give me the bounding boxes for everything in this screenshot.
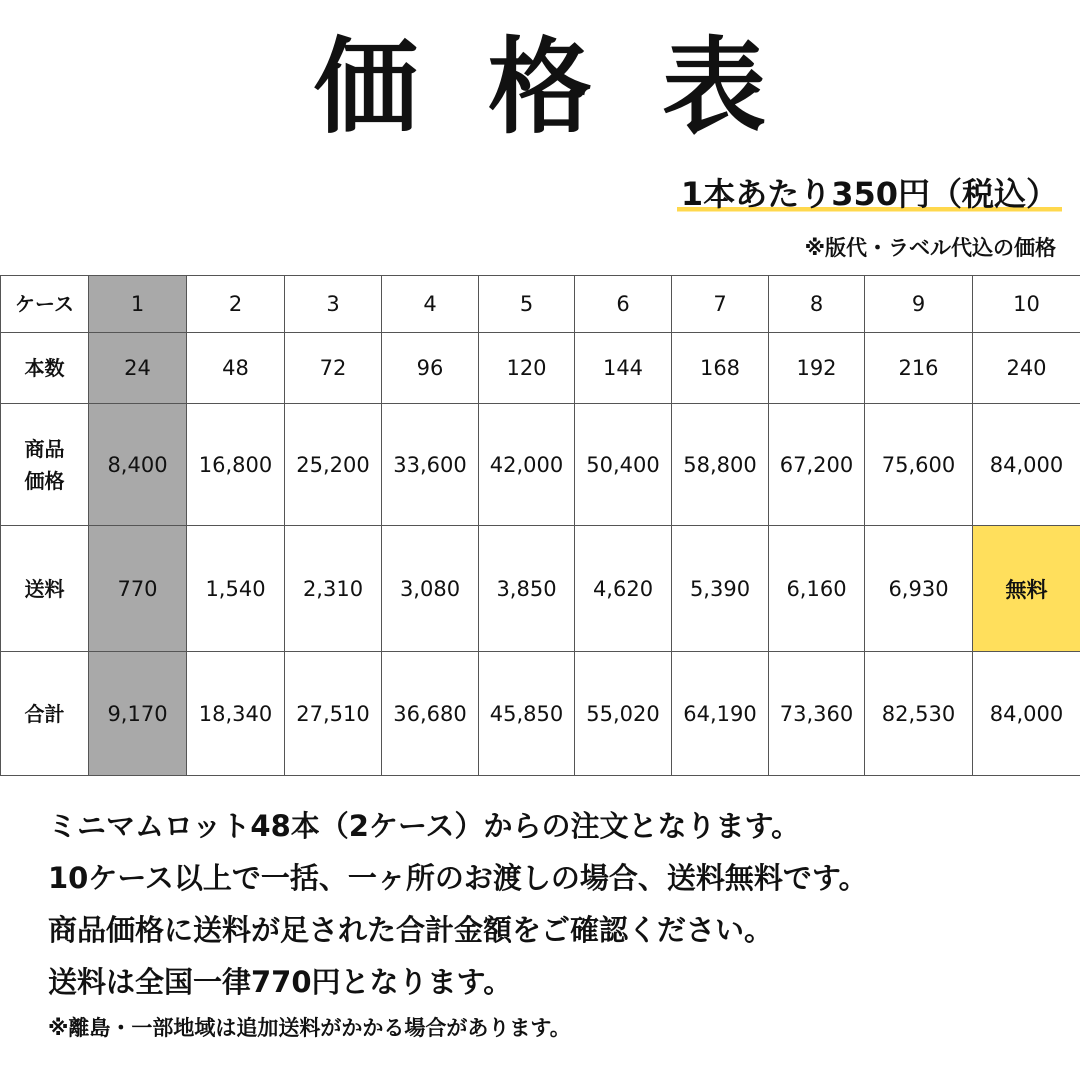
table-cell: 4 bbox=[382, 276, 479, 333]
free-shipping-cell: 無料 bbox=[973, 526, 1080, 652]
table-cell: 73,360 bbox=[769, 652, 865, 776]
table-cell: 9,170 bbox=[89, 652, 187, 776]
table-cell: 2 bbox=[187, 276, 285, 333]
table-cell: 5 bbox=[479, 276, 575, 333]
table-cell: 16,800 bbox=[187, 404, 285, 526]
table-cell: 67,200 bbox=[769, 404, 865, 526]
table-cell: 6,930 bbox=[865, 526, 973, 652]
page-title: 価格表 bbox=[313, 26, 836, 148]
table-cell: 6 bbox=[575, 276, 672, 333]
note-free-shipping: 10ケース以上で一括、一ヶ所のお渡しの場合、送料無料です。 bbox=[48, 861, 868, 895]
table-cell: 84,000 bbox=[973, 404, 1080, 526]
table-cell: 3,850 bbox=[479, 526, 575, 652]
table-cell: 120 bbox=[479, 333, 575, 404]
unit-price-text: 1本あたり350円（税込） bbox=[677, 175, 1062, 213]
table-cell: 18,340 bbox=[187, 652, 285, 776]
row-label-total: 合計 bbox=[1, 652, 89, 776]
table-row-shipping bbox=[1, 526, 1080, 652]
table-cell: 4,620 bbox=[575, 526, 672, 652]
order-notes bbox=[48, 800, 1068, 1048]
table-cell: 24 bbox=[89, 333, 187, 404]
table-cell: 50,400 bbox=[575, 404, 672, 526]
table-cell: 2,310 bbox=[285, 526, 382, 652]
note-minimum-lot: ミニマムロット48本（2ケース）からの注文となります。 bbox=[48, 809, 801, 843]
table-cell: 75,600 bbox=[865, 404, 973, 526]
table-cell: 10 bbox=[973, 276, 1080, 333]
row-label-shipping: 送料 bbox=[1, 526, 89, 652]
table-cell: 7 bbox=[672, 276, 769, 333]
table-cell: 168 bbox=[672, 333, 769, 404]
table-row-total bbox=[1, 652, 1080, 776]
table-cell: 27,510 bbox=[285, 652, 382, 776]
table-cell: 5,390 bbox=[672, 526, 769, 652]
table-row-product-price bbox=[1, 404, 1080, 526]
table-cell: 96 bbox=[382, 333, 479, 404]
table-cell: 8,400 bbox=[89, 404, 187, 526]
row-label-text: 商品価格 bbox=[24, 436, 65, 493]
table-cell: 3 bbox=[285, 276, 382, 333]
table-cell: 25,200 bbox=[285, 404, 382, 526]
table-cell: 8 bbox=[769, 276, 865, 333]
table-cell: 9 bbox=[865, 276, 973, 333]
note-total-check: 商品価格に送料が足された合計金額をご確認ください。 bbox=[48, 913, 774, 947]
table-cell: 770 bbox=[89, 526, 187, 652]
table-cell: 1 bbox=[89, 276, 187, 333]
table-cell: 45,850 bbox=[479, 652, 575, 776]
table-row-case bbox=[1, 276, 1080, 333]
table-cell: 64,190 bbox=[672, 652, 769, 776]
table-cell: 82,530 bbox=[865, 652, 973, 776]
price-table bbox=[0, 275, 1080, 776]
table-cell: 6,160 bbox=[769, 526, 865, 652]
row-label-product-price bbox=[1, 404, 89, 526]
note-remote-areas: ※離島・一部地域は追加送料がかかる場合があります。 bbox=[48, 1016, 571, 1040]
table-cell: 3,080 bbox=[382, 526, 479, 652]
table-cell: 192 bbox=[769, 333, 865, 404]
unit-price-note bbox=[677, 170, 1062, 218]
table-cell: 48 bbox=[187, 333, 285, 404]
table-cell: 36,680 bbox=[382, 652, 479, 776]
price-includes-note: ※版代・ラベル代込の価格 bbox=[804, 236, 1056, 260]
table-cell: 144 bbox=[575, 333, 672, 404]
table-row-count bbox=[1, 333, 1080, 404]
row-label-case: ケース bbox=[1, 276, 89, 333]
table-cell: 58,800 bbox=[672, 404, 769, 526]
table-cell: 72 bbox=[285, 333, 382, 404]
row-label-count: 本数 bbox=[1, 333, 89, 404]
table-cell: 42,000 bbox=[479, 404, 575, 526]
table-cell: 240 bbox=[973, 333, 1080, 404]
table-cell: 1,540 bbox=[187, 526, 285, 652]
table-cell: 216 bbox=[865, 333, 973, 404]
table-cell: 55,020 bbox=[575, 652, 672, 776]
table-cell: 33,600 bbox=[382, 404, 479, 526]
table-cell: 84,000 bbox=[973, 652, 1080, 776]
note-flat-shipping: 送料は全国一律770円となります。 bbox=[48, 965, 513, 999]
